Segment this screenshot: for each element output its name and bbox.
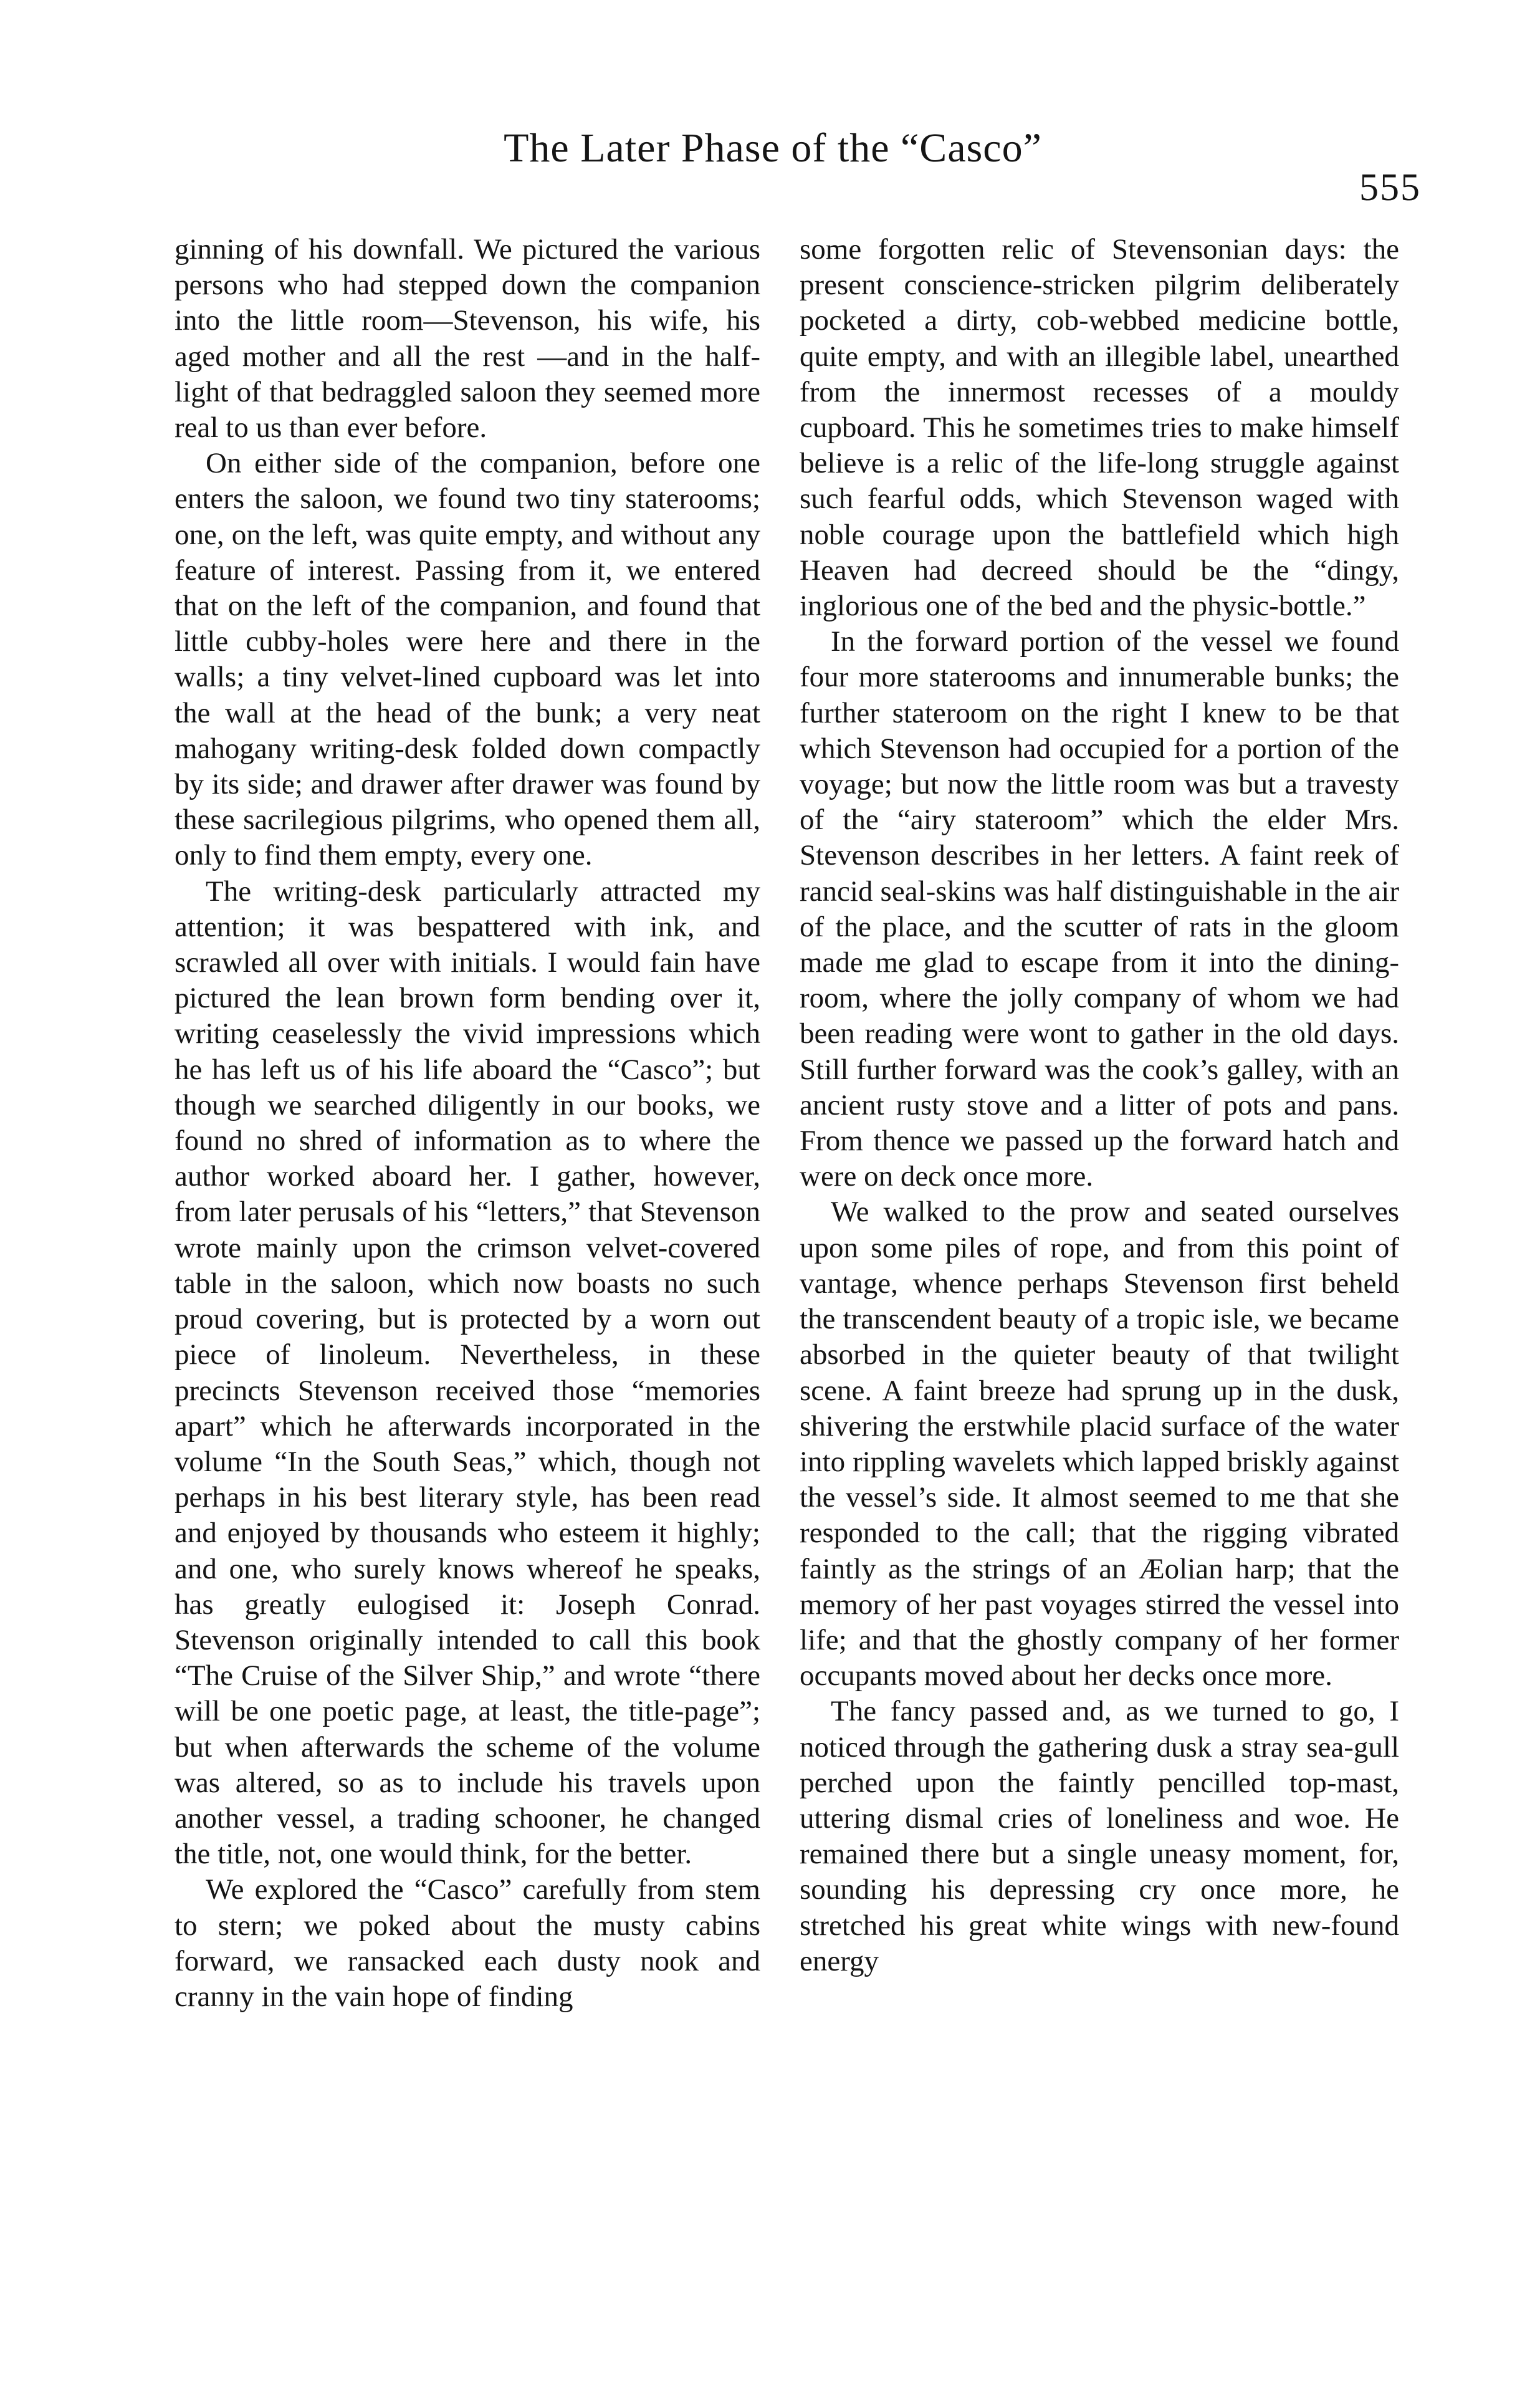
paragraph: ginning of his downfall. We pictured the various persons who had stepped down the companion into the little room—Stevenson, his wife, his aged mother and all the rest —and in the half-light of that bedraggled saloon they seemed more real to us than ever before.	[175, 233, 760, 444]
right-column	[800, 232, 1399, 1979]
paragraph: On either side of the companion, before one enters the saloon, we found two tiny staterooms; one, on the left, was quite empty, and without any feature of interest. Passing from it, we entered that on the left of the companion, and found that little cubby-holes were here and there in the walls; a tiny velvet-lined cupboard was let into the wall at the head of the bunk; a very neat mahogany writing-desk folded down compactly by its side; and drawer after drawer was found by these sacrilegious pilgrims, who opened them all, only to find them empty, every one.	[175, 447, 760, 872]
paragraph: The writing-desk particularly attracted my attention; it was bespattered with ink, and scrawled all over with initials. I would fain have pictured the lean brown form bending over it, writing ceaselessly the vivid impressions which he has left us of his life aboard the “Casco”; but though we searched diligently in our books, we found no shred of information as to where the author worked aboard her. I gather, however, from later perusals of his “letters,” that Stevenson wrote mainly upon the crimson velvet-covered table in the saloon, which now boasts no such proud covering, but is protected by a worn out piece of linoleum. Nevertheless, in these precincts Stevenson received those “memories apart” which he afterwards incorporated in the volume “In the South Seas,” which, though not perhaps in his best literary style, has been read and enjoyed by thousands who esteem it highly; and one, who surely knows whereof he speaks, has greatly eulogised it: Joseph Conrad. Stevenson originally intended to call this book “The Cruise of the Silver Ship,” and wrote “there will be one poetic page, at least, the title-page”; but when afterwards the scheme of the volume was altered, so as to include his travels upon another vessel, a trading schooner, he changed the title, not, one would think, for the better.	[175, 875, 760, 1871]
running-title: The Later Phase of the “Casco”	[504, 125, 1042, 171]
paragraph: We explored the “Casco” carefully from stem to stern; we poked about the musty cabins forward, we ransacked each dusty nook and cranny in the vain hope of finding	[175, 1873, 760, 2013]
paragraph: some forgotten relic of Stevensonian days: the present conscience-stricken pilgrim deliberately pocketed a dirty, cob-webbed medicine bottle, quite empty, and with an illegible label, unearthed from the innermost recesses of a mouldy cupboard. This he sometimes tries to make himself believe is a relic of the life-long struggle against such fearful odds, which Stevenson waged with noble courage upon the battlefield which high Heaven had decreed should be the “dingy, inglorious one of the bed and the physic-bottle.”	[800, 233, 1399, 623]
paragraph: In the forward portion of the vessel we found four more staterooms and innumerable bunks; the further stateroom on the right I knew to be that which Stevenson had occupied for a portion of the voyage; but now the little room was but a travesty of the “airy stateroom” which the elder Mrs. Stevenson describes in her letters. A faint reek of rancid seal-skins was half distinguishable in the air of the place, and the scutter of rats in the gloom made me glad to escape from it into the dining-room, where the jolly company of whom we had been reading were wont to gather in the old days. Still further forward was the cook’s galley, with an ancient rusty stove and a litter of pots and pans. From thence we passed up the forward hatch and were on deck once more.	[800, 625, 1399, 1193]
paragraph: The fancy passed and, as we turned to go, I noticed through the gathering dusk a stray sea-gull perched upon the faintly pencilled top-mast, uttering dismal cries of loneliness and woe. He remained there but a single uneasy moment, for, sounding his depressing cry once more, he stretched his great white wings with new-found energy	[800, 1695, 1399, 1977]
page-number: 555	[1359, 166, 1421, 209]
paragraph: We walked to the prow and seated ourselves upon some piles of rope, and from this point of vantage, whence perhaps Stevenson first beheld the transcendent beauty of a tropic isle, we became absorbed in the quieter beauty of that twilight scene. A faint breeze had sprung up in the dusk, shivering the erstwhile placid surface of the water into rippling wavelets which lapped briskly against the vessel’s side. It almost seemed to me that she responded to the call; that the rigging vibrated faintly as the strings of an Æolian harp; that the memory of her past voyages stirred the vessel into life; and that the ghostly company of her former occupants moved about her decks once more.	[800, 1196, 1399, 1692]
left-column	[175, 232, 760, 2015]
